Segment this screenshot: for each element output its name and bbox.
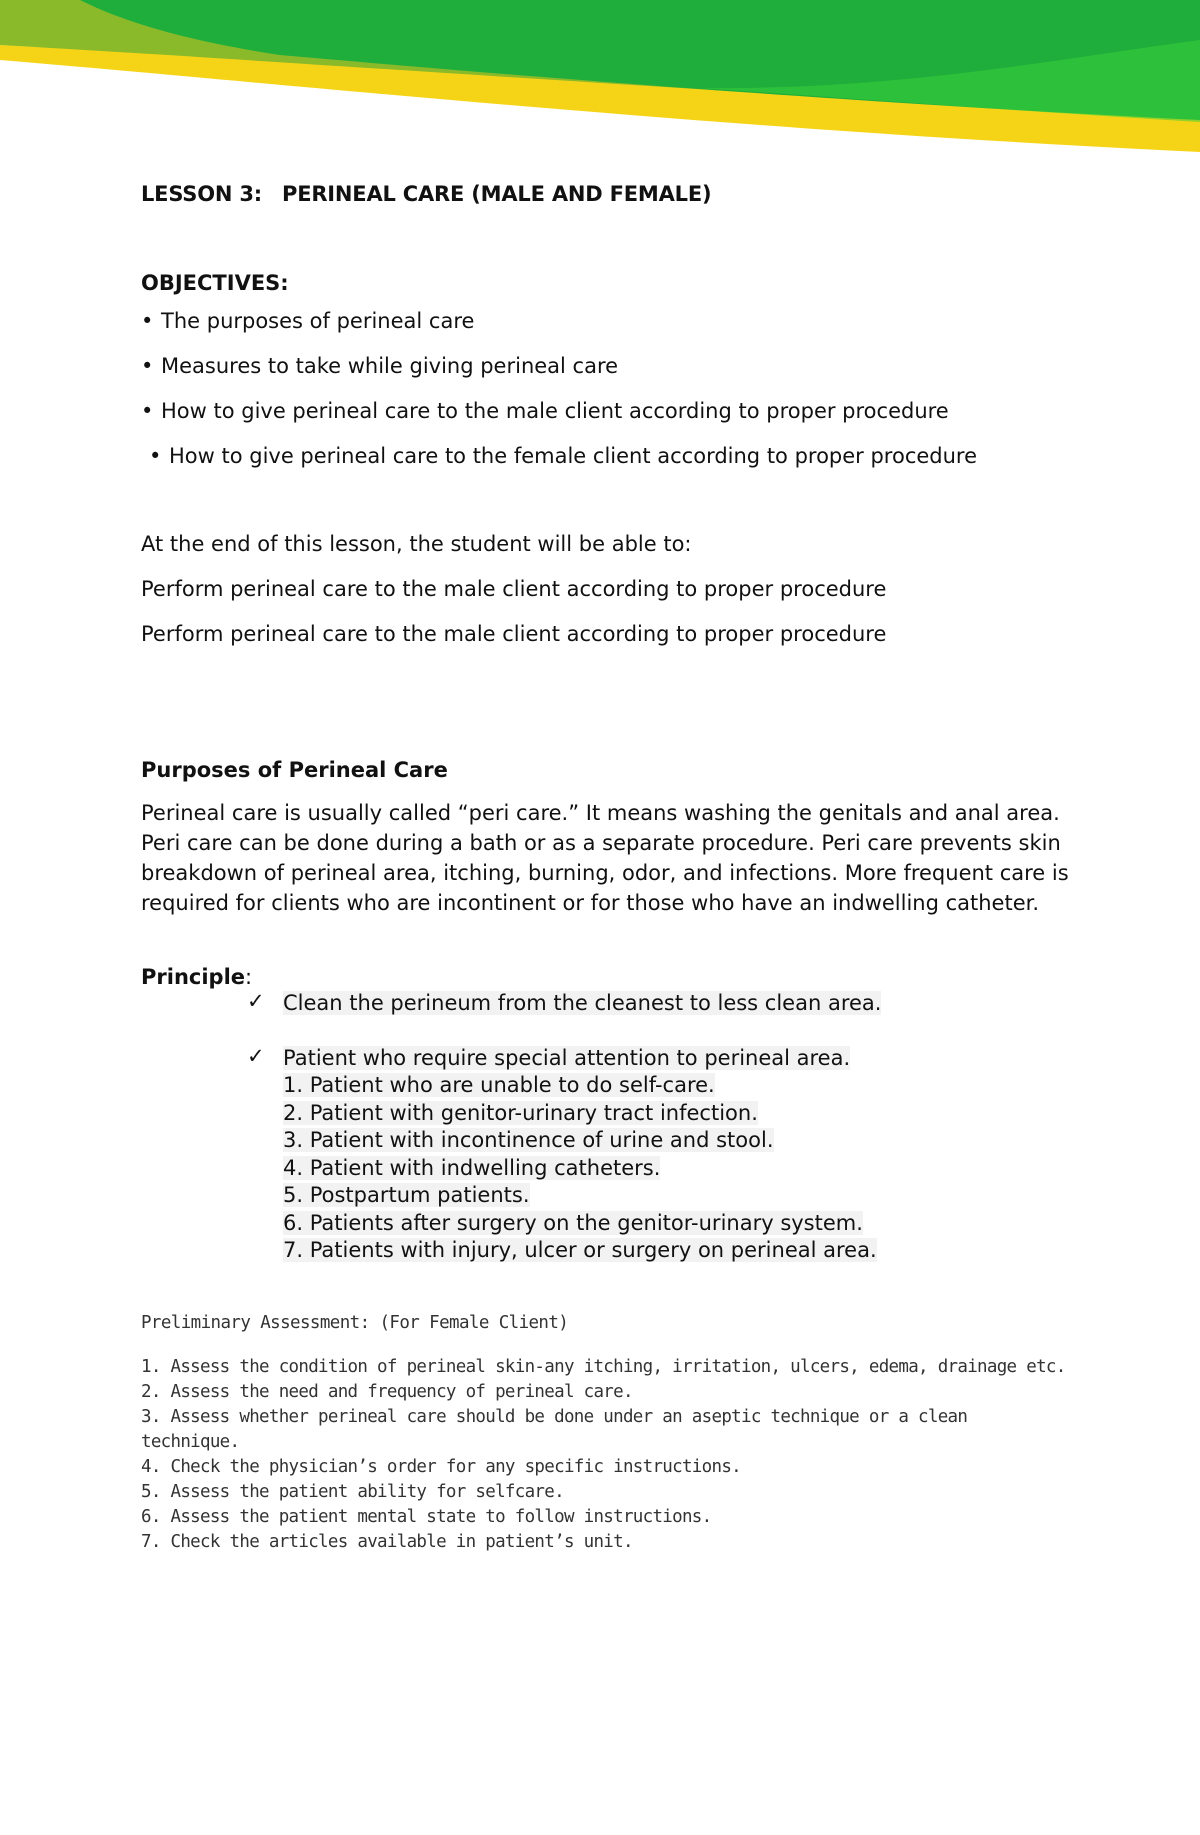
preliminary-assessment-heading: Preliminary Assessment: (For Female Client): [141, 1312, 569, 1333]
list-item: 6. Patients after surgery on the genitor-urinary system.: [283, 1210, 863, 1235]
preliminary-assessment-list: [141, 1355, 1081, 1555]
objective-item: • Measures to take while giving perineal care: [141, 354, 619, 378]
principle-heading: Principle:: [141, 965, 253, 989]
lesson-name: PERINEAL CARE (MALE AND FEMALE): [282, 182, 712, 206]
document-body: [141, 182, 1081, 1555]
objective-item: • How to give perineal care to the female client according to proper procedure: [149, 444, 978, 468]
list-item: 4. Patient with indwelling catheters.: [283, 1155, 661, 1180]
objective-item: • How to give perineal care to the male client according to proper procedure: [141, 399, 949, 423]
list-item: 5. Assess the patient ability for selfcare.: [141, 1481, 564, 1502]
bullet-icon: •: [141, 354, 154, 378]
objectives-heading: OBJECTIVES:: [141, 271, 289, 295]
principle-item: ✓ Patient who require special attention to perineal area.: [247, 1044, 851, 1070]
lesson-number: LESSON 3:: [141, 182, 262, 206]
list-item: 3. Patient with incontinence of urine and stool.: [283, 1128, 774, 1152]
list-item: 3. Assess whether perineal care should be done under an aseptic technique or a clean technique.: [141, 1406, 968, 1452]
bullet-icon: •: [149, 444, 162, 468]
objective-item: • The purposes of perineal care: [141, 309, 475, 333]
special-attention-list: [247, 1072, 1081, 1265]
bullet-icon: •: [141, 309, 154, 333]
principle-list: [247, 989, 1081, 1265]
learning-outcome: Perform perineal care to the male client according to proper procedure: [141, 622, 887, 646]
bullet-icon: •: [141, 399, 154, 423]
list-item: 1. Assess the condition of perineal skin-any itching, irritation, ulcers, edema, drainage etc.: [141, 1356, 1066, 1377]
learning-outcome: Perform perineal care to the male client according to proper procedure: [141, 577, 887, 601]
lesson-title: [141, 182, 1081, 206]
purposes-heading: Purposes of Perineal Care: [141, 758, 448, 782]
list-item: 6. Assess the patient mental state to follow instructions.: [141, 1506, 712, 1527]
purposes-paragraph: Perineal care is usually called “peri care.” It means washing the genitals and anal area. Peri care can be done during a bath or as a separate procedure. Peri care prevents skin breakdown of perineal area, itching, burning, odor, and infections. More frequent care is required for clients who are incontinent or for those who have an indwelling catheter.: [141, 801, 1069, 915]
list-item: 2. Patient with genitor-urinary tract infection.: [283, 1100, 758, 1125]
end-of-lesson-intro: At the end of this lesson, the student will be able to:: [141, 532, 692, 556]
objectives-list: [141, 309, 1081, 468]
list-item: 7. Check the articles available in patient’s unit.: [141, 1531, 633, 1552]
list-item: 5. Postpartum patients.: [283, 1183, 530, 1207]
list-item: 1. Patient who are unable to do self-care.: [283, 1073, 715, 1097]
header-banner: [0, 0, 1200, 160]
principle-item: ✓ Clean the perineum from the cleanest to less clean area.: [247, 989, 882, 1015]
list-item: 4. Check the physician’s order for any specific instructions.: [141, 1456, 741, 1477]
list-item: 2. Assess the need and frequency of perineal care.: [141, 1381, 633, 1402]
checkmark-icon: ✓: [247, 1044, 265, 1068]
list-item: 7. Patients with injury, ulcer or surgery on perineal area.: [283, 1238, 877, 1262]
checkmark-icon: ✓: [247, 989, 265, 1013]
